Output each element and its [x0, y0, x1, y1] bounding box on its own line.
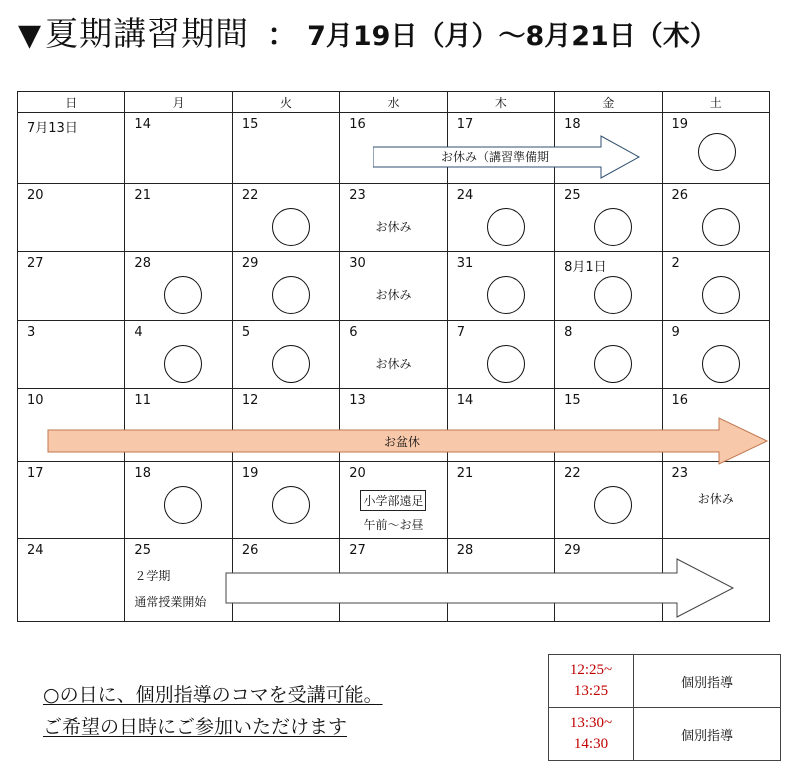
- day-number: 17: [27, 466, 44, 481]
- day-number: 18: [134, 466, 151, 481]
- schedule-lesson: 個別指導: [634, 655, 781, 708]
- day-number: 23: [349, 188, 366, 203]
- day-number: 27: [27, 256, 44, 271]
- day-number: 21: [456, 466, 474, 481]
- day-number: 20: [349, 466, 366, 481]
- day-number: 29: [564, 543, 581, 558]
- calendar-day-cell: [18, 462, 125, 539]
- day-note: お休み: [375, 220, 412, 234]
- day-number: 13: [349, 393, 366, 408]
- day-number: 19: [241, 466, 259, 481]
- weekday-wed: 水: [340, 92, 447, 113]
- available-circle-icon: [594, 208, 632, 246]
- calendar-day-cell: [18, 184, 125, 252]
- day-note: お休み: [375, 357, 412, 371]
- day-number: 26: [671, 188, 689, 203]
- calendar-day-cell: [662, 113, 769, 184]
- lesson-schedule-table: [548, 654, 781, 761]
- calendar-week-row: [18, 252, 770, 321]
- calendar-day-cell: [662, 252, 769, 321]
- day-number: 30: [349, 256, 366, 271]
- day-number: 16: [349, 117, 366, 132]
- available-circle-icon: [594, 345, 632, 383]
- weekday-mon: 月: [125, 92, 232, 113]
- prep-arrow-label: お休み（講習準備期: [441, 150, 550, 164]
- calendar-day-cell: [125, 462, 232, 539]
- day-number: 14: [134, 117, 151, 132]
- second-term-arrow: [225, 557, 737, 619]
- day-number: 9: [671, 325, 680, 340]
- available-circle-icon: [272, 276, 310, 314]
- available-circle-icon: [702, 276, 740, 314]
- calendar-day-cell: [232, 184, 339, 252]
- day-number: 19: [671, 117, 689, 132]
- day-number: 5: [241, 325, 251, 340]
- day-number: 18: [564, 117, 581, 132]
- day-number: 22: [241, 188, 259, 203]
- available-circle-icon: [594, 486, 632, 524]
- calendar-week-row: [18, 184, 770, 252]
- day-note: お休み: [375, 288, 412, 302]
- day-number: 22: [564, 466, 581, 481]
- note-line-1: ○の日に、個別指導のコマを受講可能。: [43, 684, 383, 706]
- schedule-lesson: 個別指導: [634, 708, 781, 761]
- calendar-day-cell: [555, 321, 662, 389]
- available-circle-icon: [272, 208, 310, 246]
- calendar-day-cell: [125, 113, 232, 184]
- calendar-day-cell: [447, 462, 554, 539]
- calendar-day-cell: [662, 321, 769, 389]
- available-circle-icon: [487, 276, 525, 314]
- calendar-week-row: [18, 462, 770, 539]
- day-number: 25: [564, 188, 581, 203]
- available-circle-icon: [164, 486, 202, 524]
- day-number: 16: [671, 393, 689, 408]
- schedule-time: 13:30~ 14:30: [549, 708, 634, 761]
- day-number: 27: [349, 543, 366, 558]
- calendar-day-cell: [447, 321, 554, 389]
- calendar-day-cell: [125, 539, 232, 622]
- available-circle-icon: [487, 208, 525, 246]
- available-circle-icon: [272, 345, 310, 383]
- schedule-time: 12:25~ 13:25: [549, 655, 634, 708]
- calendar-day-cell: [340, 462, 447, 539]
- available-circle-icon: [164, 276, 202, 314]
- title-colon: ：: [267, 18, 298, 53]
- day-number: 4: [134, 325, 143, 340]
- day-number: 31: [456, 256, 474, 271]
- event-label-boxed: 小学部遠足: [360, 490, 426, 511]
- obon-holiday-arrow: [47, 417, 771, 467]
- day-number: 24: [27, 543, 44, 558]
- calendar-day-cell: [232, 252, 339, 321]
- triangle-down-icon: ▼: [18, 18, 42, 53]
- calendar-day-cell: [662, 462, 769, 539]
- calendar-day-cell: [125, 184, 232, 252]
- calendar: [17, 91, 770, 630]
- calendar-day-cell: [662, 184, 769, 252]
- weekday-sun: 日: [18, 92, 125, 113]
- day-number: 7月13日: [27, 121, 78, 136]
- available-circle-icon: [698, 133, 736, 171]
- calendar-day-cell: [447, 184, 554, 252]
- calendar-day-cell: [125, 321, 232, 389]
- calendar-day-cell: [555, 252, 662, 321]
- day-number: 8: [564, 325, 573, 340]
- available-circle-icon: [594, 276, 632, 314]
- day-number: 11: [134, 393, 151, 408]
- schedule-row: [549, 708, 781, 761]
- day-number: 12: [241, 393, 259, 408]
- calendar-day-cell: [18, 113, 125, 184]
- day-number: 7: [456, 325, 465, 340]
- weekday-thu: 木: [447, 92, 554, 113]
- day-number: 24: [456, 188, 474, 203]
- calendar-day-cell: [555, 184, 662, 252]
- day-number: 6: [349, 325, 358, 340]
- calendar-day-cell: [125, 252, 232, 321]
- available-circle-icon: [164, 345, 202, 383]
- weekday-tue: 火: [232, 92, 339, 113]
- calendar-day-cell: [340, 321, 447, 389]
- calendar-day-cell: [447, 252, 554, 321]
- day-note: 午前～お昼: [363, 518, 424, 532]
- weekday-fri: 金: [555, 92, 662, 113]
- page-title: [18, 8, 717, 52]
- available-circle-icon: [487, 345, 525, 383]
- day-number: 28: [134, 256, 151, 271]
- day-number: 8月1日: [564, 260, 607, 275]
- day-number: 23: [671, 466, 689, 481]
- calendar-day-cell: [18, 321, 125, 389]
- day-number: 20: [27, 188, 44, 203]
- note-line-2: ご希望の日時にご参加いただけます: [43, 716, 348, 738]
- calendar-day-cell: [232, 113, 339, 184]
- calendar-day-cell: [340, 252, 447, 321]
- calendar-day-cell: [232, 321, 339, 389]
- day-number: 2: [671, 256, 680, 271]
- day-note: ２学期: [134, 569, 171, 583]
- calendar-day-cell: [555, 462, 662, 539]
- prep-period-arrow: [373, 135, 643, 181]
- day-number: 28: [456, 543, 474, 558]
- calendar-day-cell: [18, 252, 125, 321]
- obon-arrow-label: お盆休: [384, 435, 421, 449]
- day-note: 通常授業開始: [134, 595, 207, 609]
- weekday-header-row: [18, 92, 770, 113]
- day-number: 29: [241, 256, 259, 271]
- available-circle-icon: [272, 486, 310, 524]
- day-number: 3: [27, 325, 36, 340]
- day-number: 14: [456, 393, 474, 408]
- day-note: お休み: [697, 492, 734, 506]
- day-number: 17: [456, 117, 474, 132]
- available-circle-icon: [702, 345, 740, 383]
- calendar-day-cell: [340, 184, 447, 252]
- calendar-day-cell: [18, 539, 125, 622]
- day-number: 25: [134, 543, 151, 558]
- weekday-sat: 土: [662, 92, 769, 113]
- available-circle-icon: [702, 208, 740, 246]
- title-text: 夏期講習期間: [45, 14, 250, 53]
- calendar-week-row: [18, 321, 770, 389]
- day-number: 15: [241, 117, 259, 132]
- day-number: 10: [27, 393, 44, 408]
- title-dates: 7月19日（月）～8月21日（木）: [307, 21, 717, 52]
- day-number: 15: [564, 393, 581, 408]
- day-number: 21: [134, 188, 151, 203]
- day-number: 26: [241, 543, 259, 558]
- calendar-day-cell: [232, 462, 339, 539]
- schedule-row: [549, 655, 781, 708]
